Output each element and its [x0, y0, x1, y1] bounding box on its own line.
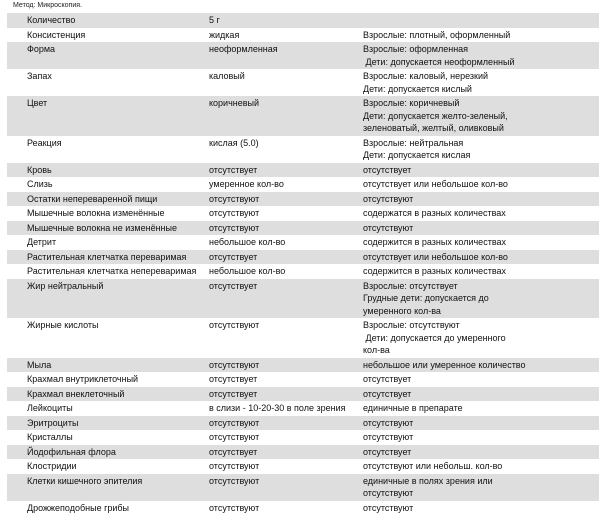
norm-line: Взрослые: отсутствуют: [363, 319, 599, 332]
result-value: жидкая: [209, 28, 363, 43]
parameter-name: Клостридии: [7, 459, 209, 474]
table-row: [7, 474, 599, 501]
result-value: неоформленная: [209, 42, 363, 69]
result-value: отсутствует: [209, 279, 363, 319]
table-row: [7, 13, 599, 28]
norm-line: отсутствуют: [363, 222, 599, 235]
norm-line: единичные в полях зрения или: [363, 475, 599, 488]
parameter-name: Цвет: [7, 96, 209, 136]
norm-line: Взрослые: плотный, оформленный: [363, 29, 599, 42]
parameter-name: Остатки непереваренной пищи: [7, 192, 209, 207]
result-value: небольшое кол-во: [209, 264, 363, 279]
norm-line: отсутствует или небольшое кол-во: [363, 178, 599, 191]
result-value: отсутствует: [209, 372, 363, 387]
result-value: отсутствуют: [209, 416, 363, 431]
reference-norm: [363, 279, 599, 319]
table-row: [7, 163, 599, 178]
reference-norm: [363, 387, 599, 402]
table-row: [7, 28, 599, 43]
table-row: [7, 387, 599, 402]
result-value: 5 г: [209, 13, 363, 28]
norm-line: отсутствует: [363, 373, 599, 386]
norm-line: Взрослые: отсутствует: [363, 280, 599, 293]
norm-line: отсутствует или небольшое кол-во: [363, 251, 599, 264]
reference-norm: [363, 96, 599, 136]
parameter-name: Растительная клетчатка переваримая: [7, 250, 209, 265]
parameter-name: Кристаллы: [7, 430, 209, 445]
reference-norm: [363, 445, 599, 460]
norm-line: содержится в разных количествах: [363, 236, 599, 249]
norm-line: отсутствуют: [363, 487, 599, 500]
table-row: [7, 206, 599, 221]
table-row: [7, 459, 599, 474]
reference-norm: [363, 318, 599, 358]
parameter-name: Мыла: [7, 358, 209, 373]
result-value: отсутствуют: [209, 206, 363, 221]
norm-line: отсутствует: [363, 446, 599, 459]
reference-norm: [363, 206, 599, 221]
table-row: [7, 235, 599, 250]
reference-norm: [363, 13, 599, 28]
reference-norm: [363, 177, 599, 192]
reference-norm: [363, 430, 599, 445]
norm-line: отсутствуют: [363, 417, 599, 430]
results-table: [7, 13, 599, 515]
norm-line: содержится в разных количествах: [363, 265, 599, 278]
result-value: отсутствуют: [209, 358, 363, 373]
parameter-name: Реакция: [7, 136, 209, 163]
reference-norm: [363, 69, 599, 96]
table-row: [7, 416, 599, 431]
result-value: отсутствуют: [209, 318, 363, 358]
result-value: в слизи - 10-20-30 в поле зрения: [209, 401, 363, 416]
result-value: умеренное кол-во: [209, 177, 363, 192]
table-row: [7, 445, 599, 460]
reference-norm: [363, 416, 599, 431]
norm-line: Взрослые: оформленная: [363, 43, 599, 56]
norm-line: отсутствуют: [363, 431, 599, 444]
reference-norm: [363, 401, 599, 416]
norm-line: единичные в препарате: [363, 402, 599, 415]
norm-line: отсутствуют: [363, 193, 599, 206]
norm-line: Взрослые: каловый, нерезкий: [363, 70, 599, 83]
parameter-name: Форма: [7, 42, 209, 69]
parameter-name: Кровь: [7, 163, 209, 178]
norm-line: отсутствует: [363, 164, 599, 177]
reference-norm: [363, 372, 599, 387]
method-label: Метод: Микроскопия.: [13, 2, 82, 9]
norm-line: содержатся в разных количествах: [363, 207, 599, 220]
result-value: отсутствует: [209, 387, 363, 402]
reference-norm: [363, 358, 599, 373]
table-row: [7, 221, 599, 236]
result-value: отсутствуют: [209, 474, 363, 501]
norm-line: кол-ва: [363, 344, 599, 357]
table-row: [7, 264, 599, 279]
reference-norm: [363, 163, 599, 178]
norm-line: Дети: допускается кислая: [363, 149, 599, 162]
table-row: [7, 372, 599, 387]
parameter-name: Йодофильная флора: [7, 445, 209, 460]
table-row: [7, 192, 599, 207]
result-value: кислая (5.0): [209, 136, 363, 163]
norm-line: умеренного кол-ва: [363, 305, 599, 318]
result-value: отсутствуют: [209, 459, 363, 474]
reference-norm: [363, 474, 599, 501]
reference-norm: [363, 501, 599, 515]
norm-line: Дети: допускается до умеренного: [363, 332, 599, 345]
reference-norm: [363, 221, 599, 236]
reference-norm: [363, 28, 599, 43]
parameter-name: Консистенция: [7, 28, 209, 43]
result-value: отсутствуют: [209, 430, 363, 445]
table-row: [7, 69, 599, 96]
parameter-name: Запах: [7, 69, 209, 96]
parameter-name: Крахмал внеклеточный: [7, 387, 209, 402]
norm-line: Дети: допускается кислый: [363, 83, 599, 96]
reference-norm: [363, 192, 599, 207]
table-row: [7, 430, 599, 445]
parameter-name: Клетки кишечного эпителия: [7, 474, 209, 501]
parameter-name: Мышечные волокна не изменённые: [7, 221, 209, 236]
table-row: [7, 401, 599, 416]
parameter-name: Крахмал внутриклеточный: [7, 372, 209, 387]
norm-line: Дети: допускается желто-зеленый,: [363, 110, 599, 123]
table-row: [7, 42, 599, 69]
result-value: отсутствует: [209, 445, 363, 460]
table-row: [7, 358, 599, 373]
result-value: небольшое кол-во: [209, 235, 363, 250]
reference-norm: [363, 42, 599, 69]
norm-line: отсутствуют: [363, 502, 599, 515]
parameter-name: Детрит: [7, 235, 209, 250]
table-row: [7, 318, 599, 358]
norm-line: Взрослые: коричневый: [363, 97, 599, 110]
table-row: [7, 177, 599, 192]
parameter-name: Эритроциты: [7, 416, 209, 431]
parameter-name: Лейкоциты: [7, 401, 209, 416]
table-row: [7, 136, 599, 163]
result-value: отсутствуют: [209, 221, 363, 236]
parameter-name: Дрожжеподобные грибы: [7, 501, 209, 515]
parameter-name: Жир нейтральный: [7, 279, 209, 319]
parameter-name: Мышечные волокна изменённые: [7, 206, 209, 221]
norm-line: отсутствуют или небольш. кол-во: [363, 460, 599, 473]
norm-line: отсутствует: [363, 388, 599, 401]
table-row: [7, 250, 599, 265]
reference-norm: [363, 136, 599, 163]
result-value: отсутствует: [209, 163, 363, 178]
result-value: коричневый: [209, 96, 363, 136]
reference-norm: [363, 264, 599, 279]
norm-line: небольшое или умеренное количество: [363, 359, 599, 372]
parameter-name: Жирные кислоты: [7, 318, 209, 358]
reference-norm: [363, 250, 599, 265]
table-row: [7, 96, 599, 136]
parameter-name: Растительная клетчатка непереваримая: [7, 264, 209, 279]
result-value: отсутствуют: [209, 192, 363, 207]
table-row: [7, 501, 599, 515]
result-value: отсутствуют: [209, 501, 363, 515]
table-row: [7, 279, 599, 319]
result-value: отсутствует: [209, 250, 363, 265]
result-value: каловый: [209, 69, 363, 96]
norm-line: Дети: допускается неоформленный: [363, 56, 599, 69]
reference-norm: [363, 235, 599, 250]
reference-norm: [363, 459, 599, 474]
norm-line: зеленоватый, желтый, оливковый: [363, 122, 599, 135]
parameter-name: Количество: [7, 13, 209, 28]
norm-line: Грудные дети: допускается до: [363, 292, 599, 305]
norm-line: Взрослые: нейтральная: [363, 137, 599, 150]
parameter-name: Слизь: [7, 177, 209, 192]
